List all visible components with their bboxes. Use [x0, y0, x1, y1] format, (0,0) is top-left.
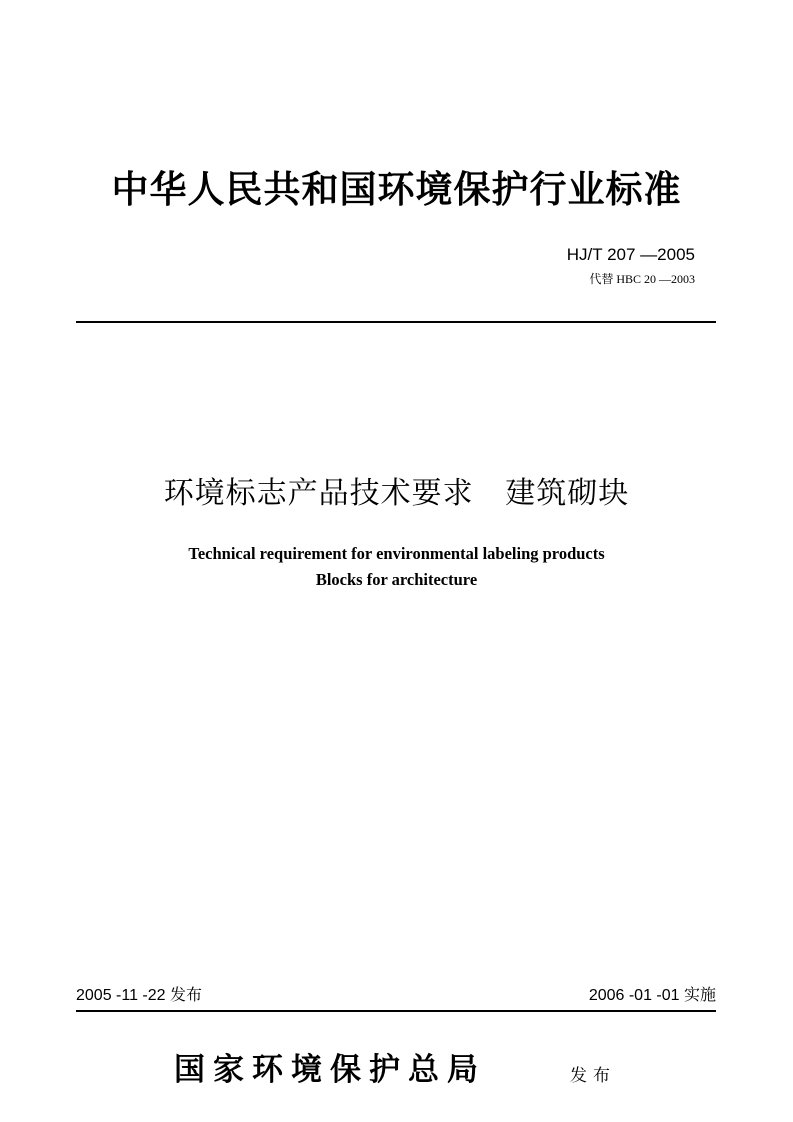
implementation-date: 2006 -01 -01 实施	[588, 987, 716, 1004]
document-title-chinese: 环境标志产品技术要求 建筑砌块	[163, 476, 630, 511]
english-title-line-2: Blocks for architecture	[315, 570, 478, 589]
replaces-standard: 代替 HBC 20 —2003	[589, 272, 695, 286]
issue-date: 2005 -11 -22 发布	[76, 987, 202, 1004]
publish-label: 发布	[570, 1066, 616, 1086]
publisher-name: 国家环境保护总局	[174, 1052, 486, 1088]
document-title-english	[0, 541, 793, 593]
top-divider	[76, 321, 716, 323]
bottom-divider	[76, 1010, 716, 1012]
standard-number: HJ/T 207 —2005	[566, 245, 695, 264]
standard-category-title: 中华人民共和国环境保护行业标准	[111, 168, 682, 211]
english-title-line-1: Technical requirement for environmental labeling products	[188, 544, 605, 563]
